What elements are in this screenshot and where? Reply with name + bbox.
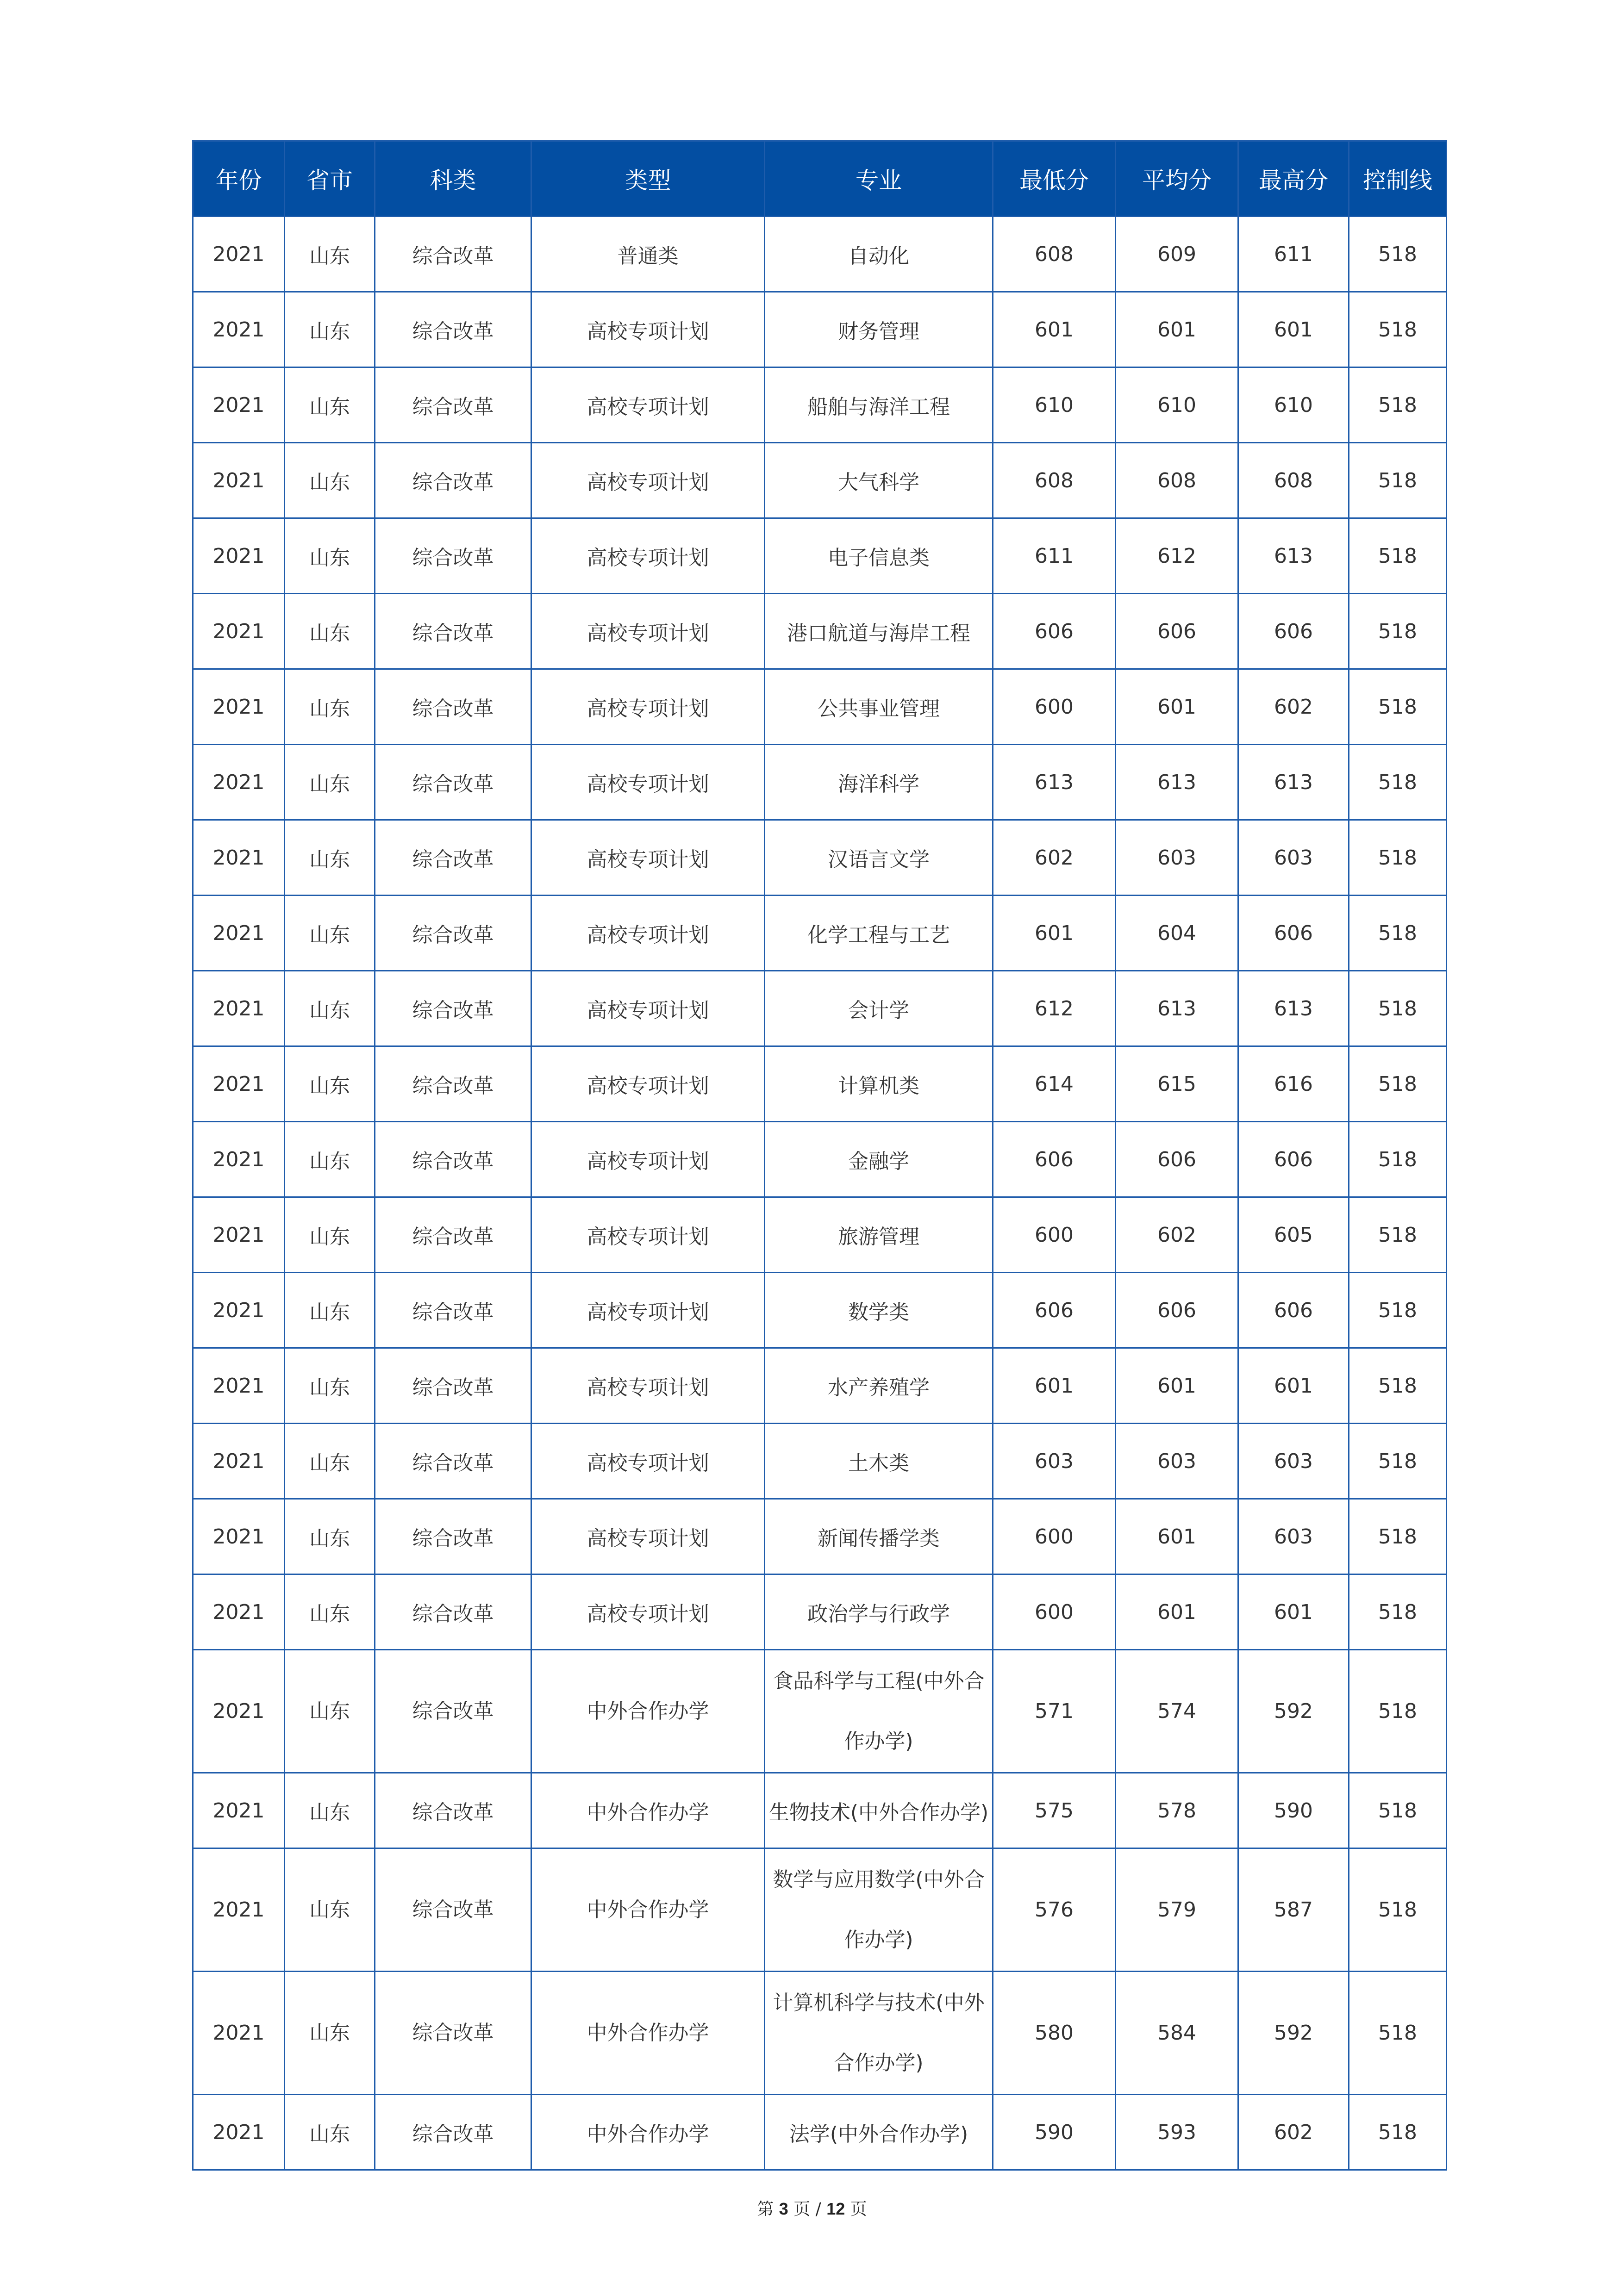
table-row xyxy=(193,1046,1447,1122)
header-category: 科类 xyxy=(375,141,531,217)
cell-major: 数学类 xyxy=(765,1273,993,1348)
cell-year: 2021 xyxy=(193,1773,285,1848)
cell-avg-score: 601 xyxy=(1116,1574,1238,1650)
cell-category: 综合改革 xyxy=(375,1122,531,1197)
cell-major: 法学(中外合作办学) xyxy=(765,2095,993,2170)
table-row xyxy=(193,594,1447,669)
admission-scores-table xyxy=(192,140,1447,2171)
cell-year: 2021 xyxy=(193,669,285,745)
cell-type: 高校专项计划 xyxy=(531,367,765,443)
cell-province: 山东 xyxy=(285,971,375,1046)
cell-province: 山东 xyxy=(285,1197,375,1273)
cell-control-line: 518 xyxy=(1349,2095,1447,2170)
cell-max-score: 610 xyxy=(1238,367,1349,443)
header-control-line: 控制线 xyxy=(1349,141,1447,217)
header-max-score: 最高分 xyxy=(1238,141,1349,217)
cell-province: 山东 xyxy=(285,1499,375,1574)
cell-control-line: 518 xyxy=(1349,745,1447,820)
cell-province: 山东 xyxy=(285,745,375,820)
cell-min-score: 608 xyxy=(993,217,1116,292)
cell-category: 综合改革 xyxy=(375,1499,531,1574)
table-row xyxy=(193,896,1447,971)
page-mid: 页 / xyxy=(793,2200,821,2219)
cell-avg-score: 608 xyxy=(1116,443,1238,518)
cell-type: 高校专项计划 xyxy=(531,896,765,971)
cell-major: 数学与应用数学(中外合作办学) xyxy=(765,1848,993,1972)
cell-category: 综合改革 xyxy=(375,896,531,971)
header-province: 省市 xyxy=(285,141,375,217)
cell-type: 高校专项计划 xyxy=(531,518,765,594)
cell-major: 新闻传播学类 xyxy=(765,1499,993,1574)
cell-province: 山东 xyxy=(285,217,375,292)
table-row xyxy=(193,1424,1447,1499)
cell-control-line: 518 xyxy=(1349,292,1447,367)
table-row xyxy=(193,971,1447,1046)
cell-min-score: 611 xyxy=(993,518,1116,594)
table-row xyxy=(193,1848,1447,1972)
cell-control-line: 518 xyxy=(1349,518,1447,594)
cell-min-score: 606 xyxy=(993,1122,1116,1197)
cell-max-score: 587 xyxy=(1238,1848,1349,1972)
cell-max-score: 602 xyxy=(1238,669,1349,745)
cell-major: 化学工程与工艺 xyxy=(765,896,993,971)
table-row xyxy=(193,1574,1447,1650)
cell-province: 山东 xyxy=(285,820,375,896)
cell-max-score: 608 xyxy=(1238,443,1349,518)
cell-major: 旅游管理 xyxy=(765,1197,993,1273)
cell-control-line: 518 xyxy=(1349,1499,1447,1574)
table-row xyxy=(193,292,1447,367)
cell-avg-score: 602 xyxy=(1116,1197,1238,1273)
table-row xyxy=(193,669,1447,745)
cell-year: 2021 xyxy=(193,2095,285,2170)
cell-category: 综合改革 xyxy=(375,1574,531,1650)
cell-max-score: 605 xyxy=(1238,1197,1349,1273)
cell-control-line: 518 xyxy=(1349,367,1447,443)
cell-type: 高校专项计划 xyxy=(531,971,765,1046)
cell-major: 计算机科学与技术(中外合作办学) xyxy=(765,1972,993,2095)
cell-type: 高校专项计划 xyxy=(531,1122,765,1197)
cell-province: 山东 xyxy=(285,594,375,669)
cell-control-line: 518 xyxy=(1349,1046,1447,1122)
table-row xyxy=(193,1348,1447,1424)
cell-category: 综合改革 xyxy=(375,1273,531,1348)
cell-province: 山东 xyxy=(285,1273,375,1348)
table-row xyxy=(193,217,1447,292)
cell-max-score: 613 xyxy=(1238,745,1349,820)
cell-province: 山东 xyxy=(285,1348,375,1424)
cell-min-score: 576 xyxy=(993,1848,1116,1972)
cell-min-score: 575 xyxy=(993,1773,1116,1848)
page-prefix: 第 xyxy=(757,2200,774,2219)
cell-province: 山东 xyxy=(285,1773,375,1848)
cell-year: 2021 xyxy=(193,1197,285,1273)
cell-type: 高校专项计划 xyxy=(531,669,765,745)
cell-control-line: 518 xyxy=(1349,669,1447,745)
cell-control-line: 518 xyxy=(1349,443,1447,518)
table-row xyxy=(193,518,1447,594)
cell-control-line: 518 xyxy=(1349,971,1447,1046)
cell-category: 综合改革 xyxy=(375,1848,531,1972)
cell-max-score: 592 xyxy=(1238,1650,1349,1773)
cell-year: 2021 xyxy=(193,1650,285,1773)
cell-type: 高校专项计划 xyxy=(531,443,765,518)
cell-type: 高校专项计划 xyxy=(531,745,765,820)
cell-type: 高校专项计划 xyxy=(531,820,765,896)
cell-avg-score: 609 xyxy=(1116,217,1238,292)
header-min-score: 最低分 xyxy=(993,141,1116,217)
cell-avg-score: 601 xyxy=(1116,1499,1238,1574)
cell-control-line: 518 xyxy=(1349,1122,1447,1197)
cell-category: 综合改革 xyxy=(375,1773,531,1848)
cell-major: 土木类 xyxy=(765,1424,993,1499)
cell-avg-score: 593 xyxy=(1116,2095,1238,2170)
cell-avg-score: 615 xyxy=(1116,1046,1238,1122)
table-row xyxy=(193,2095,1447,2170)
cell-major: 港口航道与海岸工程 xyxy=(765,594,993,669)
cell-min-score: 571 xyxy=(993,1650,1116,1773)
cell-type: 高校专项计划 xyxy=(531,1424,765,1499)
cell-major: 计算机类 xyxy=(765,1046,993,1122)
cell-category: 综合改革 xyxy=(375,2095,531,2170)
cell-max-score: 602 xyxy=(1238,2095,1349,2170)
cell-category: 综合改革 xyxy=(375,217,531,292)
cell-year: 2021 xyxy=(193,745,285,820)
cell-province: 山东 xyxy=(285,367,375,443)
cell-control-line: 518 xyxy=(1349,1574,1447,1650)
cell-avg-score: 606 xyxy=(1116,1122,1238,1197)
cell-avg-score: 606 xyxy=(1116,594,1238,669)
cell-avg-score: 612 xyxy=(1116,518,1238,594)
cell-control-line: 518 xyxy=(1349,1848,1447,1972)
cell-type: 中外合作办学 xyxy=(531,1650,765,1773)
cell-min-score: 606 xyxy=(993,594,1116,669)
cell-control-line: 518 xyxy=(1349,1424,1447,1499)
cell-min-score: 614 xyxy=(993,1046,1116,1122)
cell-year: 2021 xyxy=(193,1848,285,1972)
cell-type: 高校专项计划 xyxy=(531,1046,765,1122)
cell-major: 财务管理 xyxy=(765,292,993,367)
cell-year: 2021 xyxy=(193,518,285,594)
cell-year: 2021 xyxy=(193,1122,285,1197)
cell-min-score: 603 xyxy=(993,1424,1116,1499)
cell-year: 2021 xyxy=(193,1348,285,1424)
cell-control-line: 518 xyxy=(1349,1650,1447,1773)
table-row xyxy=(193,443,1447,518)
cell-type: 中外合作办学 xyxy=(531,1773,765,1848)
cell-avg-score: 613 xyxy=(1116,971,1238,1046)
cell-avg-score: 604 xyxy=(1116,896,1238,971)
cell-min-score: 600 xyxy=(993,1574,1116,1650)
table-row xyxy=(193,1650,1447,1773)
cell-avg-score: 579 xyxy=(1116,1848,1238,1972)
cell-max-score: 603 xyxy=(1238,820,1349,896)
table-row xyxy=(193,745,1447,820)
cell-control-line: 518 xyxy=(1349,1773,1447,1848)
table-header-row xyxy=(193,141,1447,217)
table-row xyxy=(193,1972,1447,2095)
cell-min-score: 610 xyxy=(993,367,1116,443)
cell-major: 生物技术(中外合作办学) xyxy=(765,1773,993,1848)
cell-year: 2021 xyxy=(193,820,285,896)
cell-type: 高校专项计划 xyxy=(531,1574,765,1650)
cell-type: 高校专项计划 xyxy=(531,1348,765,1424)
cell-control-line: 518 xyxy=(1349,1273,1447,1348)
cell-max-score: 592 xyxy=(1238,1972,1349,2095)
cell-major: 食品科学与工程(中外合作办学) xyxy=(765,1650,993,1773)
cell-year: 2021 xyxy=(193,1574,285,1650)
cell-category: 综合改革 xyxy=(375,1046,531,1122)
cell-type: 中外合作办学 xyxy=(531,2095,765,2170)
page-number xyxy=(0,2196,1624,2220)
cell-category: 综合改革 xyxy=(375,971,531,1046)
cell-province: 山东 xyxy=(285,518,375,594)
table-row xyxy=(193,1273,1447,1348)
cell-control-line: 518 xyxy=(1349,217,1447,292)
total-pages: 12 xyxy=(826,2199,845,2218)
cell-province: 山东 xyxy=(285,1424,375,1499)
header-major: 专业 xyxy=(765,141,993,217)
cell-year: 2021 xyxy=(193,1972,285,2095)
cell-control-line: 518 xyxy=(1349,1348,1447,1424)
cell-control-line: 518 xyxy=(1349,1972,1447,2095)
cell-avg-score: 610 xyxy=(1116,367,1238,443)
cell-max-score: 613 xyxy=(1238,971,1349,1046)
cell-category: 综合改革 xyxy=(375,292,531,367)
cell-max-score: 603 xyxy=(1238,1424,1349,1499)
cell-year: 2021 xyxy=(193,594,285,669)
cell-province: 山东 xyxy=(285,669,375,745)
cell-category: 综合改革 xyxy=(375,745,531,820)
cell-year: 2021 xyxy=(193,1273,285,1348)
cell-avg-score: 601 xyxy=(1116,292,1238,367)
page-suffix: 页 xyxy=(850,2200,867,2219)
cell-min-score: 612 xyxy=(993,971,1116,1046)
cell-max-score: 606 xyxy=(1238,1122,1349,1197)
cell-min-score: 608 xyxy=(993,443,1116,518)
cell-province: 山东 xyxy=(285,292,375,367)
cell-min-score: 600 xyxy=(993,1197,1116,1273)
cell-major: 海洋科学 xyxy=(765,745,993,820)
cell-major: 金融学 xyxy=(765,1122,993,1197)
table-row xyxy=(193,1773,1447,1848)
cell-avg-score: 601 xyxy=(1116,669,1238,745)
cell-max-score: 601 xyxy=(1238,292,1349,367)
header-avg-score: 平均分 xyxy=(1116,141,1238,217)
cell-province: 山东 xyxy=(285,1972,375,2095)
cell-max-score: 590 xyxy=(1238,1773,1349,1848)
cell-min-score: 602 xyxy=(993,820,1116,896)
cell-type: 普通类 xyxy=(531,217,765,292)
cell-control-line: 518 xyxy=(1349,1197,1447,1273)
cell-category: 综合改革 xyxy=(375,820,531,896)
cell-year: 2021 xyxy=(193,896,285,971)
cell-province: 山东 xyxy=(285,1574,375,1650)
cell-year: 2021 xyxy=(193,1046,285,1122)
cell-control-line: 518 xyxy=(1349,820,1447,896)
cell-max-score: 616 xyxy=(1238,1046,1349,1122)
cell-min-score: 613 xyxy=(993,745,1116,820)
table-row xyxy=(193,367,1447,443)
cell-max-score: 613 xyxy=(1238,518,1349,594)
cell-max-score: 606 xyxy=(1238,896,1349,971)
cell-category: 综合改革 xyxy=(375,518,531,594)
cell-major: 会计学 xyxy=(765,971,993,1046)
header-type: 类型 xyxy=(531,141,765,217)
cell-province: 山东 xyxy=(285,1848,375,1972)
cell-major: 公共事业管理 xyxy=(765,669,993,745)
cell-max-score: 606 xyxy=(1238,1273,1349,1348)
cell-province: 山东 xyxy=(285,443,375,518)
cell-min-score: 600 xyxy=(993,1499,1116,1574)
cell-major: 船舶与海洋工程 xyxy=(765,367,993,443)
cell-category: 综合改革 xyxy=(375,1197,531,1273)
cell-province: 山东 xyxy=(285,2095,375,2170)
cell-category: 综合改革 xyxy=(375,1424,531,1499)
cell-province: 山东 xyxy=(285,1650,375,1773)
cell-type: 中外合作办学 xyxy=(531,1848,765,1972)
cell-type: 高校专项计划 xyxy=(531,594,765,669)
cell-category: 综合改革 xyxy=(375,443,531,518)
cell-year: 2021 xyxy=(193,443,285,518)
cell-type: 高校专项计划 xyxy=(531,292,765,367)
cell-province: 山东 xyxy=(285,1046,375,1122)
cell-min-score: 580 xyxy=(993,1972,1116,2095)
cell-major: 水产养殖学 xyxy=(765,1348,993,1424)
cell-control-line: 518 xyxy=(1349,594,1447,669)
cell-type: 高校专项计划 xyxy=(531,1499,765,1574)
cell-min-score: 601 xyxy=(993,1348,1116,1424)
cell-avg-score: 606 xyxy=(1116,1273,1238,1348)
cell-avg-score: 578 xyxy=(1116,1773,1238,1848)
cell-category: 综合改革 xyxy=(375,1650,531,1773)
cell-min-score: 601 xyxy=(993,896,1116,971)
cell-year: 2021 xyxy=(193,292,285,367)
cell-avg-score: 603 xyxy=(1116,1424,1238,1499)
cell-major: 自动化 xyxy=(765,217,993,292)
cell-min-score: 601 xyxy=(993,292,1116,367)
cell-max-score: 611 xyxy=(1238,217,1349,292)
cell-avg-score: 603 xyxy=(1116,820,1238,896)
cell-max-score: 603 xyxy=(1238,1499,1349,1574)
table-row xyxy=(193,820,1447,896)
table-row xyxy=(193,1122,1447,1197)
cell-avg-score: 613 xyxy=(1116,745,1238,820)
cell-major: 汉语言文学 xyxy=(765,820,993,896)
cell-type: 高校专项计划 xyxy=(531,1197,765,1273)
cell-min-score: 600 xyxy=(993,669,1116,745)
cell-category: 综合改革 xyxy=(375,1348,531,1424)
cell-category: 综合改革 xyxy=(375,367,531,443)
cell-avg-score: 584 xyxy=(1116,1972,1238,2095)
current-page: 3 xyxy=(779,2199,788,2218)
cell-max-score: 601 xyxy=(1238,1348,1349,1424)
cell-year: 2021 xyxy=(193,971,285,1046)
cell-year: 2021 xyxy=(193,1499,285,1574)
header-year: 年份 xyxy=(193,141,285,217)
cell-major: 电子信息类 xyxy=(765,518,993,594)
table-row xyxy=(193,1499,1447,1574)
cell-category: 综合改革 xyxy=(375,594,531,669)
cell-category: 综合改革 xyxy=(375,669,531,745)
table-body xyxy=(193,217,1447,2170)
cell-province: 山东 xyxy=(285,1122,375,1197)
cell-major: 政治学与行政学 xyxy=(765,1574,993,1650)
cell-min-score: 590 xyxy=(993,2095,1116,2170)
cell-max-score: 606 xyxy=(1238,594,1349,669)
cell-type: 高校专项计划 xyxy=(531,1273,765,1348)
cell-year: 2021 xyxy=(193,1424,285,1499)
cell-avg-score: 601 xyxy=(1116,1348,1238,1424)
cell-control-line: 518 xyxy=(1349,896,1447,971)
table-row xyxy=(193,1197,1447,1273)
cell-type: 中外合作办学 xyxy=(531,1972,765,2095)
cell-category: 综合改革 xyxy=(375,1972,531,2095)
cell-max-score: 601 xyxy=(1238,1574,1349,1650)
cell-year: 2021 xyxy=(193,217,285,292)
cell-province: 山东 xyxy=(285,896,375,971)
cell-avg-score: 574 xyxy=(1116,1650,1238,1773)
cell-major: 大气科学 xyxy=(765,443,993,518)
cell-min-score: 606 xyxy=(993,1273,1116,1348)
cell-year: 2021 xyxy=(193,367,285,443)
